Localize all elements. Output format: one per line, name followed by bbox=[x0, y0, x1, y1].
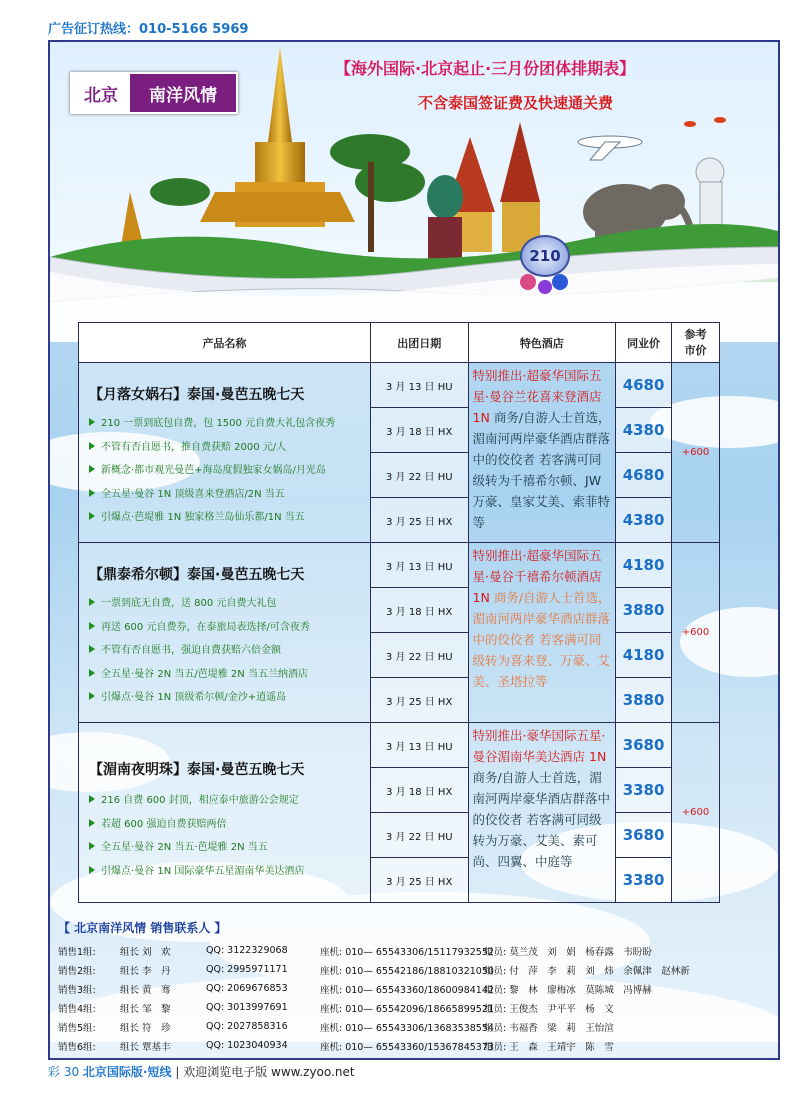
giant-guardian-statue bbox=[427, 175, 463, 262]
section-name: 北京国际版·短线 bbox=[82, 1065, 172, 1079]
contact-row: 销售2组: 组长 李 丹 QQ: 2995971171 座机: 010— 65542186/18810321050 组员: 付 萍 李 莉 刘 炜 余佩津 赵林新 bbox=[58, 964, 690, 977]
banner-title: 【海外国际·北京起止·三月份团体排期表】 bbox=[335, 59, 636, 78]
sales-contacts bbox=[58, 919, 774, 1060]
trade-price: 4380 bbox=[616, 408, 672, 453]
departure-date: 3 月 25 日 HX bbox=[370, 678, 468, 723]
table-row bbox=[79, 723, 720, 768]
table-row bbox=[79, 363, 720, 408]
departure-date: 3 月 13 日 HU bbox=[370, 363, 468, 408]
bullet-arrow-icon bbox=[89, 598, 95, 606]
page-number: 彩 30 bbox=[48, 1065, 80, 1079]
header-price: 同业价 bbox=[616, 323, 672, 363]
departure-date: 3 月 13 日 HU bbox=[370, 543, 468, 588]
feature-item: 全五星·曼谷 2N 当五/芭堤雅 2N 当五兰纳酒店 bbox=[89, 663, 364, 687]
trade-price: 4180 bbox=[616, 543, 672, 588]
trade-price: 3380 bbox=[616, 768, 672, 813]
header-date: 出团日期 bbox=[370, 323, 468, 363]
hotel-description: 商务/自游人士首选，湄南河两岸豪华酒店群落中的佼佼者 若客满可同级转为万豪、艾美、素可尚、四翼、中庭等 bbox=[472, 770, 611, 869]
bullet-arrow-icon bbox=[89, 465, 95, 473]
departure-date: 3 月 22 日 HU bbox=[370, 813, 468, 858]
bullet-arrow-icon bbox=[89, 692, 95, 700]
feature-item: 全五星·曼谷 1N 顶级喜来登酒店/2N 当五 bbox=[89, 483, 364, 507]
bullet-arrow-icon bbox=[89, 622, 95, 630]
product-cell bbox=[79, 543, 371, 723]
departure-date: 3 月 13 日 HU bbox=[370, 723, 468, 768]
contact-row: 销售5组: 组长 符 珍 QQ: 2027858316 座机: 010— 65543306/13683538554 组员: 韦福香 梁 莉 王怡渲 bbox=[58, 1021, 614, 1034]
contact-row: 销售3组: 组长 黄 骞 QQ: 2069676853 座机: 010— 65543360/18600984142 组员: 黎 林 廖梅冰 莫陈城 冯博赫 bbox=[58, 983, 652, 996]
departure-date: 3 月 18 日 HX bbox=[370, 588, 468, 633]
issue-badge: 210 bbox=[520, 235, 570, 277]
product-name: 【鼎泰希尔顿】泰国·曼芭五晚七天 bbox=[89, 567, 305, 583]
feature-item: 再送 600 元自费券，在泰旅局表选择/可含夜秀 bbox=[89, 616, 364, 640]
bullet-arrow-icon bbox=[89, 866, 95, 874]
trade-price: 4180 bbox=[616, 633, 672, 678]
hotel-highlight: 特别推出·超豪华国际五星·曼谷兰花喜来登酒店 1N bbox=[472, 368, 602, 425]
departure-date: 3 月 25 日 HX bbox=[370, 858, 468, 903]
website-link[interactable]: 欢迎浏览电子版 www.zyoo.net bbox=[183, 1065, 355, 1079]
logo-brand-text: 南洋风情 bbox=[130, 74, 236, 112]
page-footer bbox=[48, 1063, 355, 1080]
bullet-arrow-icon bbox=[89, 669, 95, 677]
bullet-arrow-icon bbox=[89, 418, 95, 426]
trade-price: 3880 bbox=[616, 588, 672, 633]
trade-price: 3380 bbox=[616, 858, 672, 903]
bullet-arrow-icon bbox=[89, 819, 95, 827]
header-banner bbox=[50, 42, 780, 342]
hotel-cell bbox=[468, 363, 616, 543]
brand-logo bbox=[70, 72, 238, 114]
trade-price: 3880 bbox=[616, 678, 672, 723]
hotel-highlight: 特别推出·豪华国际五星·曼谷湄南华美达酒店 1N bbox=[472, 728, 607, 764]
hotel-cell bbox=[468, 543, 616, 723]
departure-date: 3 月 18 日 HX bbox=[370, 768, 468, 813]
feature-item: 210 一票到底包自费，包 1500 元自费大礼包含夜秀 bbox=[89, 412, 364, 436]
product-cell bbox=[79, 723, 371, 903]
reference-price: +600 bbox=[672, 723, 720, 903]
departure-date: 3 月 18 日 HX bbox=[370, 408, 468, 453]
hotel-cell bbox=[468, 723, 616, 903]
contact-row: 销售1组: 组长 刘 欢 QQ: 3122329068 座机: 010— 65543306/15117932552 组员: 莫兰茂 刘 娟 杨春露 韦盼盼 bbox=[58, 945, 652, 958]
footer-divider: | bbox=[175, 1065, 180, 1079]
feature-item: 不管有否自愿书，推自费获赔 2000 元/人 bbox=[89, 436, 364, 460]
header-product: 产品名称 bbox=[79, 323, 371, 363]
feature-item: 引爆点·曼谷 1N 顶级希尔顿/金沙+逍遥岛 bbox=[89, 686, 364, 710]
trade-price: 3680 bbox=[616, 723, 672, 768]
contacts-title: 【 北京南洋风情 销售联系人 】 bbox=[58, 921, 227, 935]
bullet-arrow-icon bbox=[89, 489, 95, 497]
hotel-description: 商务/自游人士首选，湄南河两岸豪华酒店群落中的佼佼者 若客满可同级转为喜来登、万豪、艾美、圣塔拉等 bbox=[472, 590, 611, 689]
reference-price: +600 bbox=[672, 543, 720, 723]
bullet-arrow-icon bbox=[89, 512, 95, 520]
bullet-arrow-icon bbox=[89, 645, 95, 653]
poster-frame bbox=[48, 40, 780, 1060]
feature-item: 一票到底无自费，送 800 元自费大礼包 bbox=[89, 592, 364, 616]
departure-date: 3 月 22 日 HU bbox=[370, 453, 468, 498]
feature-item: 不管有否自愿书，强迫自费获赔六倍金额 bbox=[89, 639, 364, 663]
trade-price: 4380 bbox=[616, 498, 672, 543]
product-name: 【月落女娲石】泰国·曼芭五晚七天 bbox=[89, 387, 305, 403]
bullet-arrow-icon bbox=[89, 795, 95, 803]
contact-row: 销售6组: 组长 覃基丰 QQ: 1023040934 座机: 010— 65543360/15367845373 组员: 王 森 王靖宇 陈 雪 bbox=[58, 1040, 614, 1053]
feature-item: 引爆点·芭堤雅 1N 独家格兰岛仙乐都/1N 当五 bbox=[89, 506, 364, 530]
product-cell bbox=[79, 363, 371, 543]
feature-item: 若超 600 强迫自费获赔两倍 bbox=[89, 813, 364, 837]
address-line bbox=[58, 1055, 774, 1060]
hotel-description: 商务/自游人士首选，湄南河两岸豪华酒店群落中的佼佼者 若客满可同级转为千禧希尔顿、JW万豪、皇家艾美、索菲特等 bbox=[472, 410, 611, 530]
table-header-row bbox=[79, 323, 720, 363]
hotel-highlight: 特别推出·超豪华国际五星·曼谷千禧希尔顿酒店 1N bbox=[472, 548, 602, 605]
trade-price: 4680 bbox=[616, 363, 672, 408]
product-name: 【湄南夜明珠】泰国·曼芭五晚七天 bbox=[89, 762, 305, 778]
table-row bbox=[79, 543, 720, 588]
departure-date: 3 月 22 日 HU bbox=[370, 633, 468, 678]
contact-row: 销售4组: 组长 邹 黎 QQ: 3013997691 座机: 010— 65542096/18665899521 组员: 王俊杰 尹平平 杨 文 bbox=[58, 1002, 614, 1015]
feature-item: 全五星·曼谷 2N 当五·芭堤雅 2N 当五 bbox=[89, 836, 364, 860]
header-ref-price: 参考 市价 bbox=[672, 323, 720, 363]
departure-date: 3 月 25 日 HX bbox=[370, 498, 468, 543]
feature-item: 新概念·都市观光曼芭+海岛度假独家女娲岛/月光岛 bbox=[89, 459, 364, 483]
feature-item: 引爆点·曼谷 1N 国际豪华五星湄南华美达酒店 bbox=[89, 860, 364, 884]
ad-hotline: 广告征订热线：010-5166 5969 bbox=[48, 22, 249, 37]
trade-price: 3680 bbox=[616, 813, 672, 858]
bullet-arrow-icon bbox=[89, 842, 95, 850]
header-hotel: 特色酒店 bbox=[468, 323, 616, 363]
banner-subtitle: 不含泰国签证费及快速通关费 bbox=[418, 94, 614, 112]
trade-price: 4680 bbox=[616, 453, 672, 498]
reference-price: +600 bbox=[672, 363, 720, 543]
logo-city-text: 北京 bbox=[72, 74, 130, 112]
bullet-arrow-icon bbox=[89, 442, 95, 450]
schedule-table bbox=[78, 322, 720, 903]
feature-item: 216 自费 600 封顶，相应泰中旅游公会规定 bbox=[89, 789, 364, 813]
